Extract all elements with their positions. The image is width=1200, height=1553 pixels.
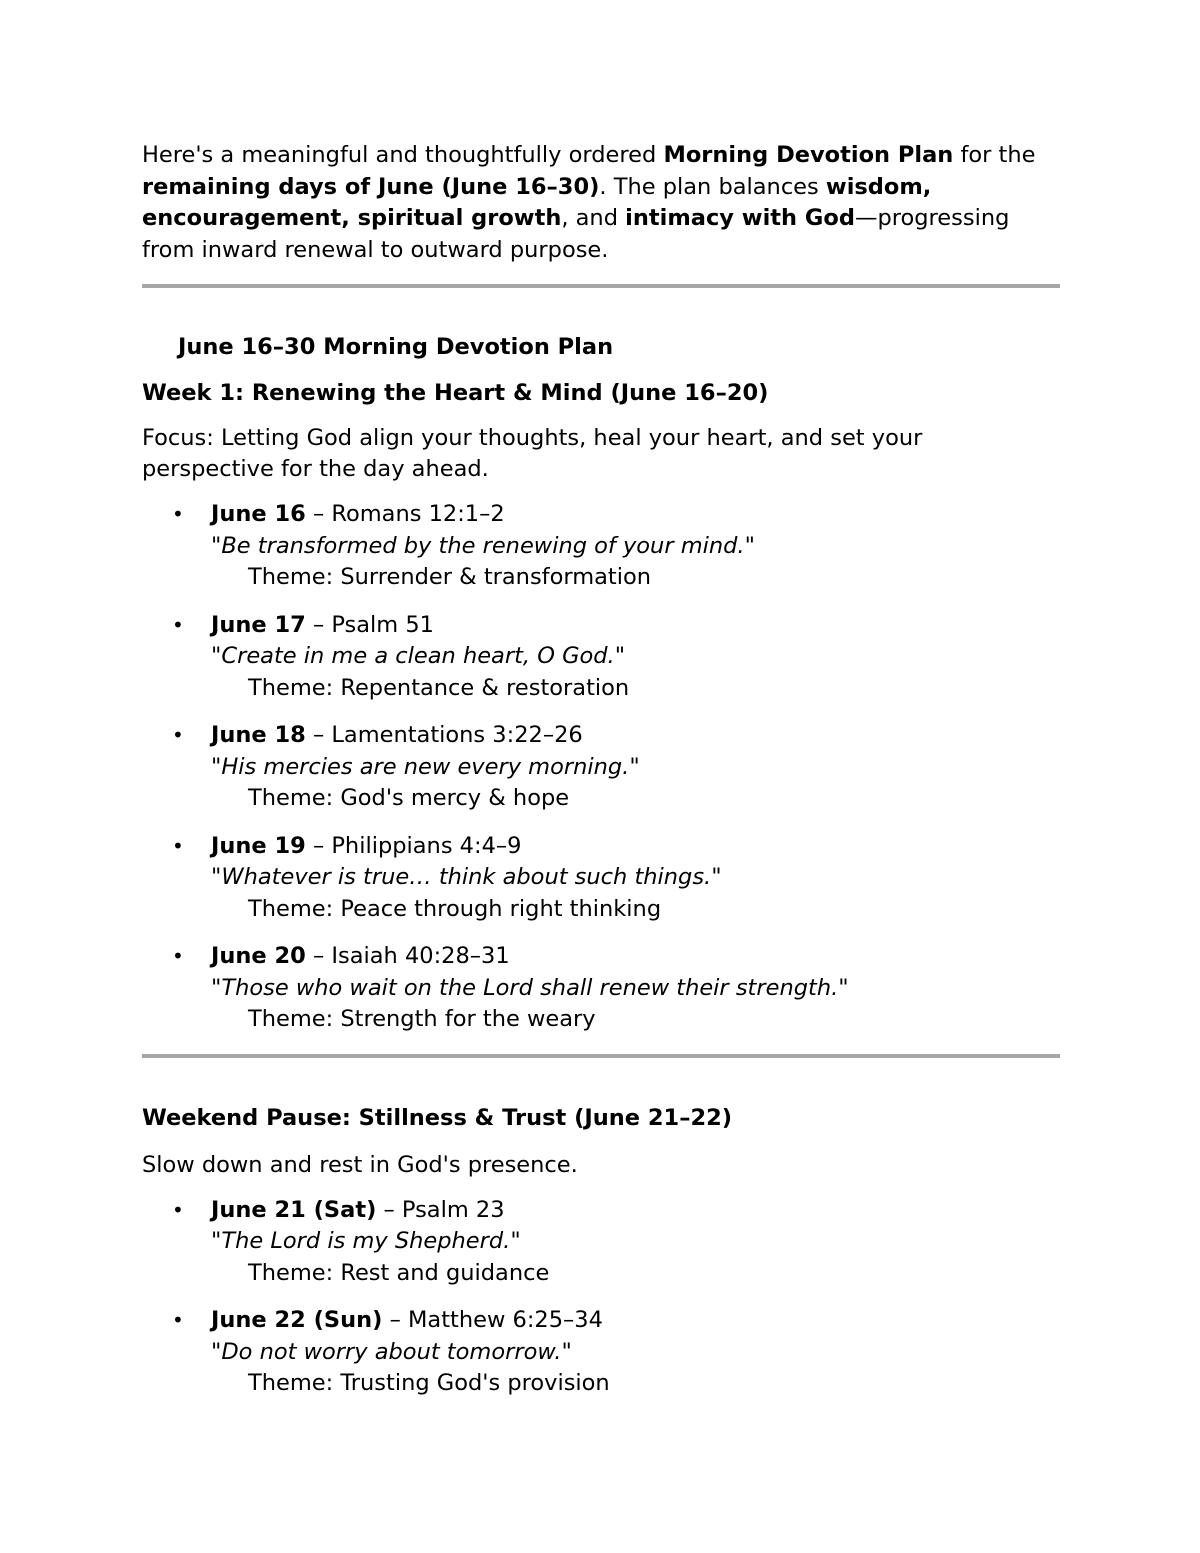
bullet-icon: • <box>172 502 184 526</box>
reading-date: June 22 (Sun) <box>211 1307 383 1333</box>
reading-item: • June 20 – Isaiah 40:28–31 "Those who wait on the Lord shall renew their strength." Theme: Strength for the weary <box>142 941 1060 1036</box>
bullet-icon: • <box>172 612 184 637</box>
bullet-icon: • <box>172 1197 184 1222</box>
reading-reference: – Romans 12:1–2 <box>305 501 505 527</box>
reading-theme: Theme: God's mercy & hope <box>248 785 570 811</box>
reading-quote: Those who wait on the Lord shall renew their strength. <box>221 974 839 1001</box>
reading-theme: Theme: Trusting God's provision <box>248 1370 610 1396</box>
intro-bold-3: wisdom, encouragement, spiritual growth <box>142 173 932 231</box>
intro-bold-1: Morning Devotion Plan <box>663 142 954 168</box>
reading-reference: – Psalm 23 <box>376 1196 505 1223</box>
weekend-description: Slow down and rest in God's presence. <box>142 1151 578 1178</box>
reading-reference: – Lamentations 3:22–26 <box>305 722 583 748</box>
reading-theme: Theme: Rest and guidance <box>248 1259 550 1286</box>
reading-item: • June 17 – Psalm 51 "Create in me a clean heart, O God." Theme: Repentance & restoration <box>142 610 1060 705</box>
reading-item: • June 22 (Sun) – Matthew 6:25–34 "Do not worry about tomorrow." Theme: Trusting God's provision <box>142 1305 1060 1400</box>
week1-focus: Focus: Letting God align your thoughts, heal your heart, and set your perspective for the day ahead. <box>142 425 923 482</box>
reading-item: • June 18 – Lamentations 3:22–26 "His mercies are new every morning." Theme: God's mercy & hope <box>142 720 1060 815</box>
reading-quote: Do not worry about tomorrow. <box>221 1338 562 1365</box>
bullet-icon: • <box>172 944 184 968</box>
plan-title: June 16–30 Morning Devotion Plan <box>178 334 614 360</box>
reading-quote: Be transformed by the renewing of your mind. <box>221 532 745 559</box>
bullet-icon: • <box>172 833 184 858</box>
intro-paragraph <box>142 140 1060 266</box>
document-body <box>142 140 1060 1400</box>
reading-date: June 19 <box>211 832 306 859</box>
week1-heading: Week 1: Renewing the Heart & Mind (June 16–20) <box>142 380 769 406</box>
reading-item: • June 16 – Romans 12:1–2 "Be transformed by the renewing of your mind." Theme: Surrender & transformation <box>142 499 1060 594</box>
reading-quote: Create in me a clean heart, O God. <box>221 643 615 669</box>
reading-reference: – Isaiah 40:28–31 <box>305 943 510 969</box>
week1-reading-list <box>142 499 1060 1036</box>
section-divider <box>142 284 1060 288</box>
intro-text-4: , and <box>561 205 626 231</box>
reading-date: June 16 <box>211 501 306 527</box>
reading-theme: Theme: Surrender & transformation <box>248 564 652 590</box>
reading-item: • June 19 – Philippians 4:4–9 "Whatever is true… think about such things." Theme: Peace through right thinking <box>142 831 1060 926</box>
reading-date: June 20 <box>211 943 306 969</box>
reading-quote: His mercies are new every morning. <box>221 753 630 780</box>
reading-date: June 21 (Sat) <box>211 1196 377 1223</box>
section-divider <box>142 1054 1060 1058</box>
reading-quote: The Lord is my Shepherd. <box>221 1228 511 1254</box>
weekend-heading: Weekend Pause: Stillness & Trust (June 21–22) <box>142 1104 733 1131</box>
reading-item: • June 21 (Sat) – Psalm 23 "The Lord is my Shepherd." Theme: Rest and guidance <box>142 1195 1060 1290</box>
reading-date: June 17 <box>211 611 306 638</box>
intro-text-2: for the <box>953 142 1036 168</box>
intro-text-5: —progressing from inward renewal to outward purpose. <box>142 205 1010 263</box>
reading-theme: Theme: Peace through right thinking <box>248 895 662 922</box>
intro-bold-2: remaining days of June (June 16–30) <box>142 173 600 200</box>
intro-text-3: . The plan balances <box>599 173 826 200</box>
intro-text-1: Here's a meaningful and thoughtfully ordered <box>142 142 664 168</box>
reading-date: June 18 <box>211 722 306 748</box>
bullet-icon: • <box>172 1308 184 1332</box>
bullet-icon: • <box>172 723 184 747</box>
reading-reference: – Psalm 51 <box>305 611 435 638</box>
reading-reference: – Philippians 4:4–9 <box>305 832 522 859</box>
reading-reference: – Matthew 6:25–34 <box>382 1307 603 1333</box>
intro-bold-4: intimacy with God <box>625 205 855 231</box>
reading-quote: Whatever is true… think about such things. <box>221 864 712 890</box>
reading-theme: Theme: Repentance & restoration <box>248 674 630 701</box>
weekend-reading-list <box>142 1195 1060 1400</box>
reading-theme: Theme: Strength for the weary <box>248 1006 596 1032</box>
